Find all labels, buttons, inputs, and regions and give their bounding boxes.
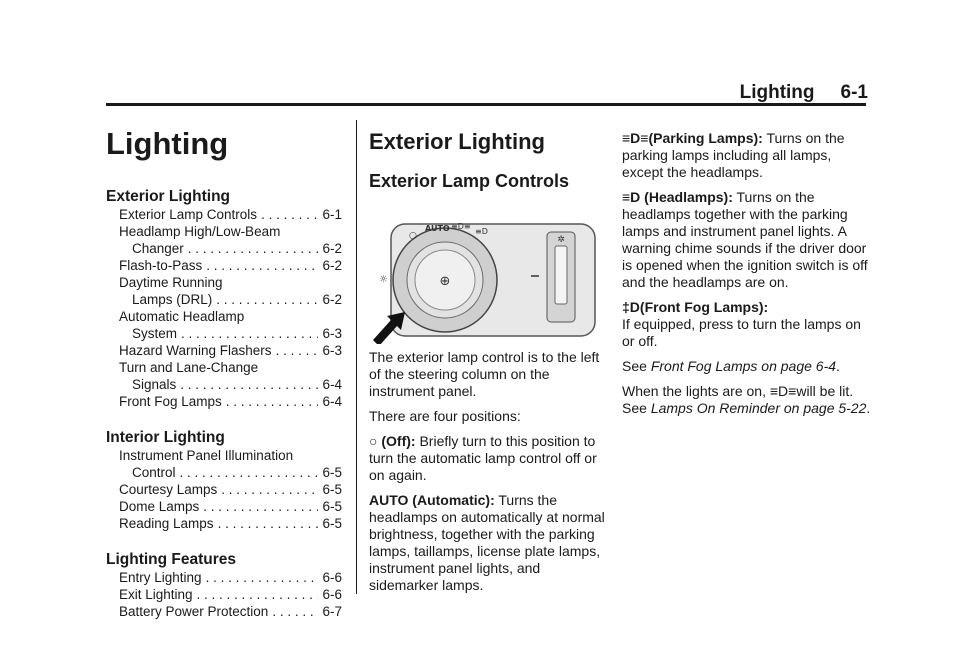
toc-column: [106, 120, 342, 620]
toc-section-heading: Lighting Features: [106, 551, 237, 568]
toc-entry-title: Automatic Headlamp: [119, 309, 245, 324]
toc-entry-title: Daytime Running: [119, 275, 223, 290]
toc-entry-title: Dome Lamps: [119, 499, 200, 514]
toc-leader-dots: [203, 498, 318, 515]
section-title: Lighting: [739, 82, 815, 103]
toc-entry-title: Instrument Panel Illumination: [119, 448, 294, 463]
toc-entry[interactable]: [106, 206, 342, 223]
toc-entry[interactable]: [106, 569, 342, 586]
toc-entry-page: 6-5: [322, 516, 342, 531]
pointer-arrow-icon: [373, 312, 405, 344]
auto-description: AUTO (Automatic): Turns the headlamps on automatically at normal brightness, together with the parking lamps, taillamps, license plate lamps, instrument panel lights, and sidemarker lamps.: [369, 492, 605, 593]
parking-lamp-icon: ≡D≡: [451, 222, 471, 231]
toc-entry-title: Exit Lighting: [119, 587, 193, 602]
toc-entry[interactable]: [106, 257, 342, 274]
toc-leader-dots: [180, 376, 318, 393]
toc-entry-title: Changer: [132, 241, 184, 256]
toc-leader-dots: [218, 515, 319, 532]
toc-leader-dots: [181, 325, 318, 342]
toc-leader-dots: [261, 206, 318, 223]
positions-intro: There are four positions:: [369, 408, 521, 424]
toc-entry: [106, 447, 342, 464]
toc-entry-page: 6-5: [322, 482, 342, 497]
fog-description: ‡D(Front Fog Lamps): If equipped, press to turn the lamps on or off.: [622, 299, 861, 349]
see-fog-reference: See Front Fog Lamps on page 6-4.: [622, 358, 840, 374]
toc-entry-title: Front Fog Lamps: [119, 394, 222, 409]
toc-entry-title: Reading Lamps: [119, 516, 214, 531]
page-number: 6-1: [840, 82, 868, 103]
toc-entry: [106, 359, 342, 376]
toc-entry-page: 6-5: [322, 465, 342, 480]
header-rule: [106, 103, 866, 106]
fog-lamp-icon: ⊕: [439, 274, 451, 289]
parking-description: ≡D≡(Parking Lamps): Turns on the parking lamps including all lamps, except the headlamps.: [622, 130, 845, 180]
toc-entry-page: 6-1: [322, 207, 342, 222]
toc-entry-title: Lamps (DRL): [132, 292, 213, 307]
toc-entry-title: Exterior Lamp Controls: [119, 207, 258, 222]
toc-leader-dots: [180, 464, 319, 481]
toc-entry-title: Courtesy Lamps: [119, 482, 218, 497]
toc-entry-page: 6-7: [322, 604, 342, 619]
auto-label: AUTO: [425, 224, 450, 233]
running-head: [740, 82, 868, 104]
toc-section-heading: Interior Lighting: [106, 429, 225, 446]
toc-entry[interactable]: [106, 464, 342, 481]
toc-entry-title: Hazard Warning Flashers: [119, 343, 272, 358]
toc-title: Lighting: [106, 126, 229, 161]
toc-entry: [106, 308, 342, 325]
toc-entry-title: Entry Lighting: [119, 570, 202, 585]
fog-lamp-icon: ‡D: [622, 299, 640, 315]
toc-entry[interactable]: [106, 291, 342, 308]
headlamp-icon: ≡D: [475, 227, 488, 236]
toc-entry: [106, 223, 342, 240]
toc-entry-title: Signals: [132, 377, 177, 392]
toc-entry-page: 6-6: [322, 570, 342, 585]
lamp-control-figure: [369, 216, 599, 344]
toc-sections: [106, 188, 342, 620]
lamps-on-reminder-link[interactable]: Lamps On Reminder on page 5-22: [650, 400, 867, 416]
toc-entry-page: 6-3: [322, 343, 342, 358]
toc-entry-page: 6-3: [322, 326, 342, 341]
toc-entry-page: 6-4: [322, 394, 342, 409]
parking-lamp-icon: ≡D≡: [769, 383, 797, 399]
toc-leader-dots: [197, 586, 319, 603]
toc-entry[interactable]: [106, 342, 342, 359]
column-divider: [356, 120, 357, 594]
off-icon: ○: [369, 433, 378, 449]
toc-leader-dots: [188, 240, 319, 257]
toc-section-heading: Exterior Lighting: [106, 188, 230, 205]
toc-entry[interactable]: [106, 240, 342, 257]
toc-entry-title: Control: [132, 465, 176, 480]
toc-entry-title: Battery Power Protection: [119, 604, 269, 619]
lights-on-note: When the lights are on, ≡D≡will be lit. See Lamps On Reminder on page 5-22.: [622, 383, 871, 416]
toc-entry[interactable]: [106, 393, 342, 410]
main-column: [369, 120, 609, 602]
toc-entry[interactable]: [106, 515, 342, 532]
toc-entry[interactable]: [106, 376, 342, 393]
toc-leader-dots: [216, 291, 318, 308]
sub-heading: Exterior Lamp Controls: [369, 171, 570, 191]
toc-entry[interactable]: [106, 481, 342, 498]
toc-leader-dots: [226, 393, 319, 410]
toc-entry[interactable]: [106, 586, 342, 603]
toc-entry[interactable]: [106, 603, 342, 620]
interior-lamp-icon: ☼: [379, 274, 388, 285]
intro-paragraph: The exterior lamp control is to the left of the steering column on the instrument panel.: [369, 349, 600, 399]
toc-leader-dots: [206, 569, 319, 586]
toc-leader-dots: [206, 257, 318, 274]
toc-entry-page: 6-6: [322, 587, 342, 602]
toc-entry-title: Headlamp High/Low-Beam: [119, 224, 281, 239]
parking-lamp-icon: ≡D≡: [622, 130, 649, 146]
toc-entry-title: Turn and Lane-Change: [119, 360, 259, 375]
toc-entry-page: 6-2: [322, 241, 342, 256]
toc-entry-page: 6-5: [322, 499, 342, 514]
headlamp-icon: ≡D: [622, 189, 641, 205]
toc-entry-page: 6-2: [322, 258, 342, 273]
off-icon: ○: [409, 231, 417, 241]
off-description: ○ (Off): Briefly turn to this position to turn the automatic lamp control off or on again.: [369, 433, 597, 483]
toc-entry-page: 6-2: [322, 292, 342, 307]
headlamps-description: ≡D (Headlamps): Turns on the headlamps together with the parking lamps and instrument panel lights. A warning chime sounds if the driver door is opened when the ignition switch is off and the headlamps are on.: [622, 189, 868, 290]
toc-entry-title: Flash-to-Pass: [119, 258, 203, 273]
main-heading: Exterior Lighting: [369, 129, 545, 154]
toc-entry-page: 6-4: [322, 377, 342, 392]
right-column: [622, 120, 872, 425]
toc-leader-dots: [276, 342, 319, 359]
toc-entry[interactable]: [106, 498, 342, 515]
toc-entry[interactable]: [106, 325, 342, 342]
toc-leader-dots: [272, 603, 318, 620]
toc-entry: [106, 274, 342, 291]
dimmer-icon: ✲: [557, 235, 565, 245]
toc-entry-title: System: [132, 326, 178, 341]
fog-lamps-link[interactable]: Front Fog Lamps on page 6-4: [650, 358, 837, 374]
toc-leader-dots: [221, 481, 318, 498]
